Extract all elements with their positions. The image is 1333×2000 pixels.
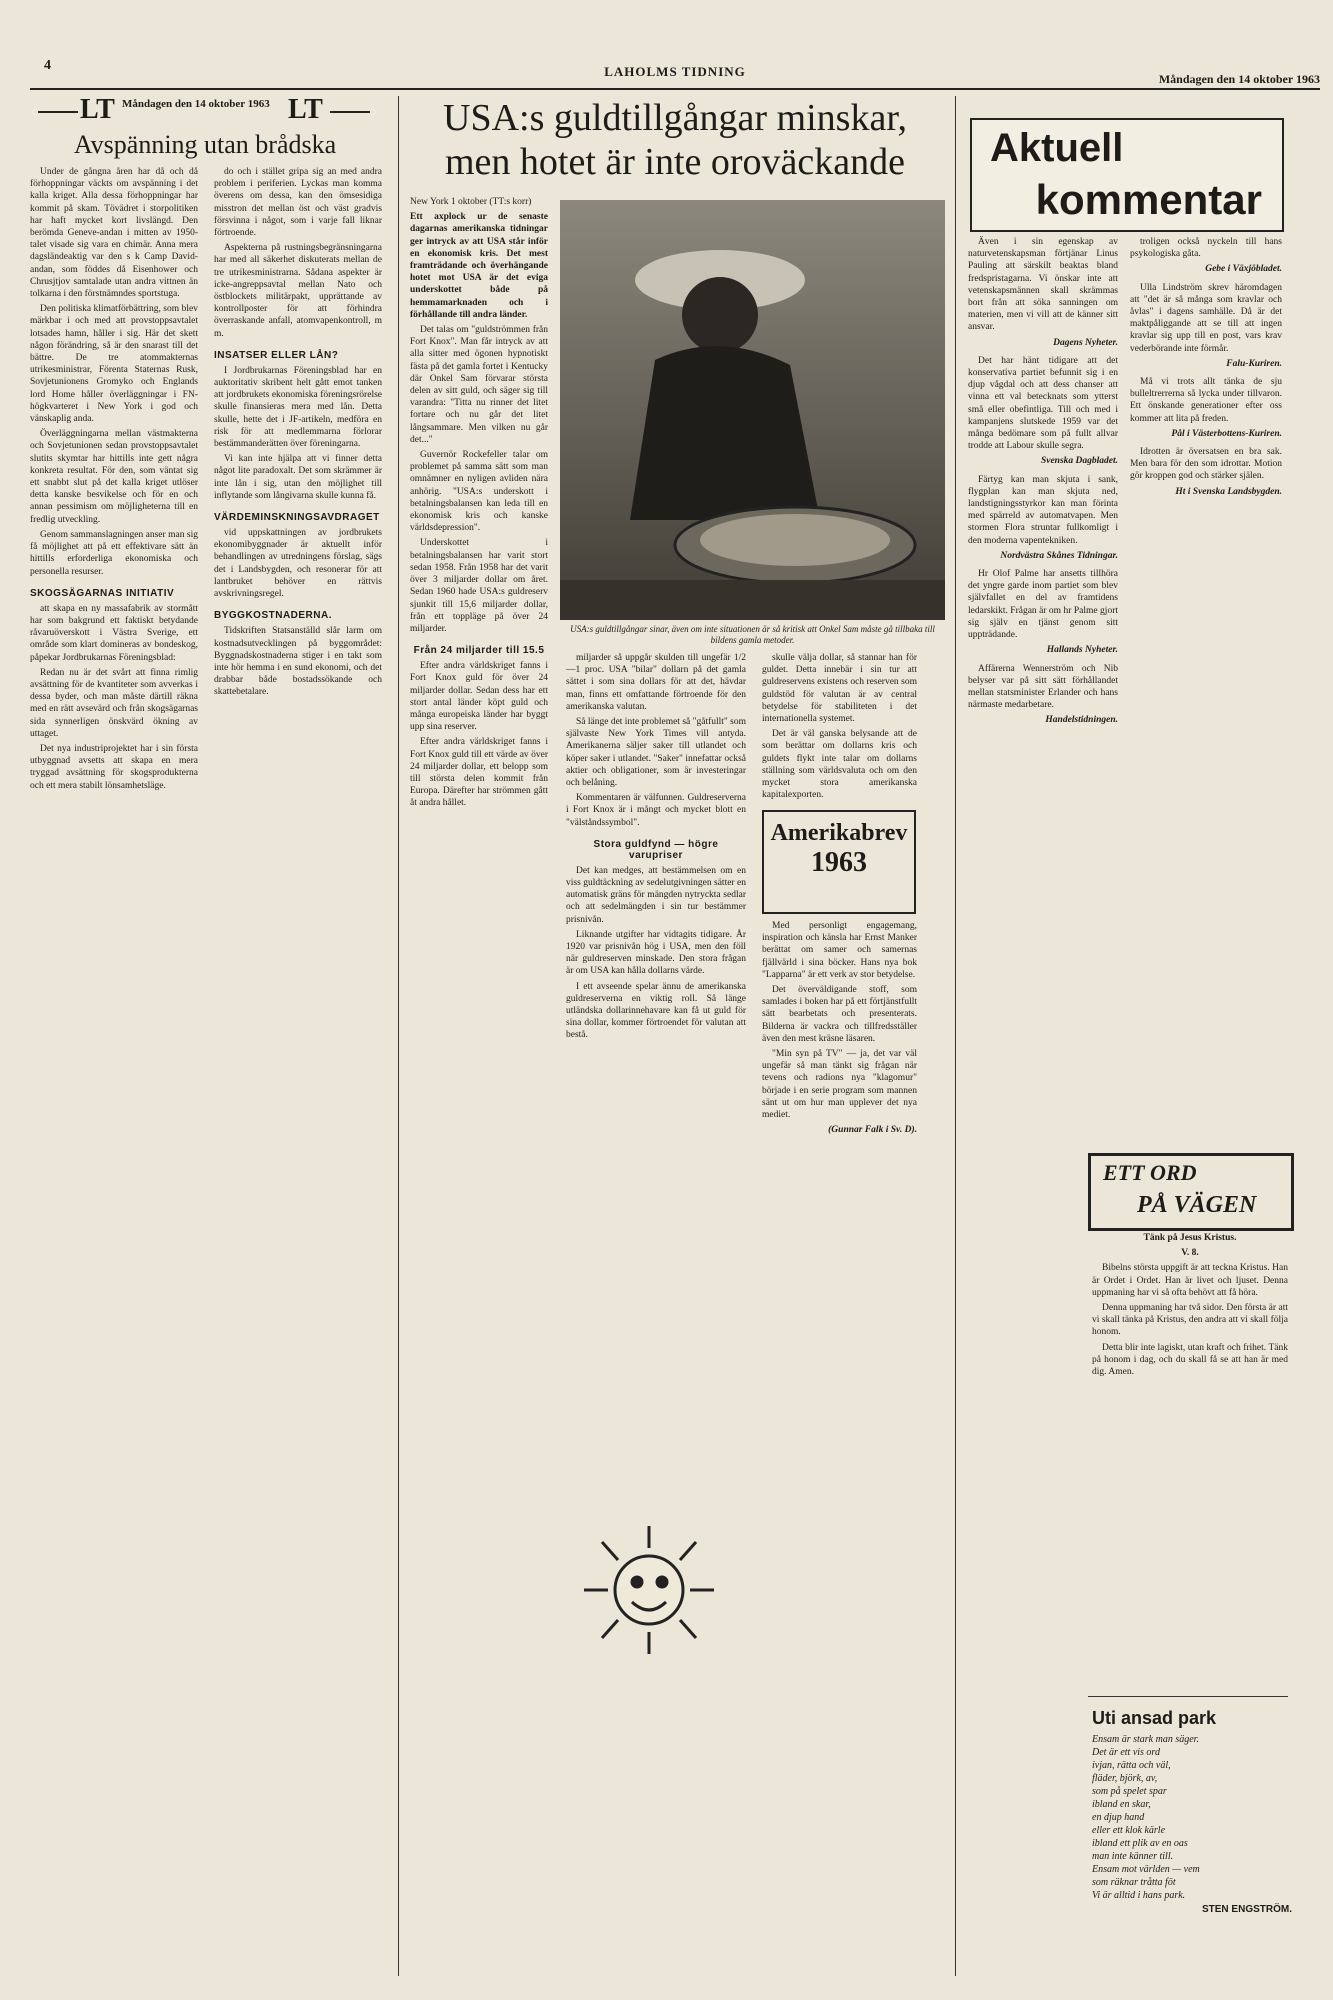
- paragraph: "Min syn på TV" — ja, det var väl ungefär så man tänkt sig frågan när tevens och radions nya "klagomur" började i en serie program som mannen sänt ut om hur man upplever det nya mediet.: [762, 1049, 917, 1121]
- poem-line: Vi är alltid i hans park.: [1092, 1890, 1186, 1901]
- paragraph: Med personligt engagemang, inspiration och känsla har Ernst Manker berättat om samer och samernas fjällvärld i sina böcker. Hans nya bok "Lapparna" är ett verk av stor betydelse.: [762, 921, 917, 980]
- poem-title: Uti ansad park: [1092, 1708, 1217, 1728]
- poem-line: man inte känner till.: [1092, 1851, 1174, 1862]
- editorial-column-2: [214, 166, 382, 702]
- ett-ord-title-line1: ETT ORD: [1103, 1160, 1197, 1185]
- paragraph: Denna uppmaning har två sidor. Den första är att vi skall tänka på Kristus, den andra att vi skall följa honom.: [1092, 1303, 1288, 1338]
- amerikabrev-title: Amerikabrev: [770, 820, 908, 846]
- poem-line: ivjan, rätta och väl,: [1092, 1760, 1171, 1771]
- divider: [38, 111, 78, 113]
- subheading: Från 24 miljarder till 15.5: [413, 645, 545, 657]
- kommentar-title-line1: Aktuell: [990, 126, 1124, 170]
- section-heading: VÄRDEMINSKNINGSAVDRAGET: [214, 512, 380, 524]
- poem-line: eller ett klok kärle: [1092, 1825, 1166, 1836]
- paragraph: Under de gångna åren har då och då förhoppningar väckts om avspänning i det kalla kriget. Alla dessa förhoppningar har kommit på skam. Tövädret i storpolitiken har haft mycket kort livslängd. Den berömda Geneve-andan i mitten av 1950-talet visade sig vara en chimär. Anna mera dagsländeaktig var den s k Camp David-andan, som föddes då Eisenhower och Chrusjtjov samtalade utan andra vittnen än tolkarna i den förstnämndes sportstuga.: [30, 167, 198, 300]
- paragraph: Även i sin egenskap av naturvetenskapsman förtjänar Linus Pauling att särskilt beaktas bland fredspristagarna. Vi önskar inte att vetenskapsmännen skall skrämmas bort från att söka sanningen om materien, men vi vill att de känner sitt ansvar.: [968, 237, 1118, 333]
- center-column-1: [566, 652, 746, 1045]
- poem-byline: STEN ENGSTRÖM.: [1201, 1904, 1292, 1915]
- paragraph: Kommentaren är välfunnen. Guldreserverna i Fort Knox är i mångt och mycket blott en "välståndssymbol".: [566, 793, 746, 828]
- paragraph: Bibelns största uppgift är att teckna Kristus. Han är Ordet i Ordet. Han är livet och ljuset. Denna uppmaning har vi så ofta behövt att få höra.: [1092, 1263, 1288, 1298]
- paragraph: Färtyg kan man skjuta i sank, flygplan kan man skjuta ned, landstigningsstyrkor kan man förinta med spärreld av automatvapen. Men stormen Flora struntar fullkomligt i den moderna vapentekniken.: [968, 474, 1118, 546]
- kommentar-title-line2: kommentar: [1035, 176, 1262, 223]
- paragraph: vid uppskattningen av jordbrukets ekonomibyggnader är aktuellt inför behandlingen av utredningens förslag, sägs det i Landsbygden, och resonerar för att lantbruket behöver en rättvis avskrivningsregel.: [214, 528, 382, 600]
- article-lead: Ett axplock ur de senaste dagarnas amerikanska tidningar ger intryck av att USA står inför en ekonomisk kris. Det mest framträdande och överhängande hotet mot USA är det eviga underskottet både på hemmamarknaden och i förhållande till andra länder.: [410, 212, 548, 320]
- poem-line: som på spelet spar: [1092, 1786, 1167, 1797]
- source-signature: Pål i Västerbottens-Kuriren.: [1171, 428, 1282, 439]
- gold-panning-photo: [560, 200, 945, 620]
- paragraph: Den politiska klimatförbättring, som blev märkbar i och med att provstoppsavtalet lotsades hamn, håller i sig. Här det skett någon förändring, så är den snarast till det bättre. De tre atommakternas utrikesministrar, Förenta Staternas Rusk, Sovjetunionens Gromyko och Englands lord Home håller överläggningar i FN-högkvarteret i New York i god och vänskaplig anda.: [30, 304, 198, 425]
- masthead: [30, 58, 1320, 88]
- paragraph: Redan nu är det svårt att finna rimlig avsättning för de kvantiteter som avverkas i dessa byder, och man måste därtill räkna med en rätt avsevärd och från skogsägarnas sida synnerligen önskvärd ökning av uttaget.: [30, 667, 198, 739]
- source-signature: Gebe i Växjöbladet.: [1205, 264, 1282, 275]
- headline-line: men hotet är inte oroväckande: [444, 141, 906, 183]
- paragraph: I Jordbrukarnas Föreningsblad har en auktoritativ skribent helt gått emot tanken att jordbrukets ekonomiska föreningsrörelse skulle finansieras mera med lån. Detta skulle, hette det i JF-artikeln, medföra en risk för att medlemmarna förlorar bestämmanderätten över föreningarna.: [214, 365, 382, 450]
- ett-ord-reference: V. 8.: [1181, 1248, 1199, 1259]
- paragraph: Idrotten är översatsen en bra sak. Men bara för den som idrottar. Motion gör kroppen god och stärker själen.: [1130, 447, 1282, 482]
- source-signature: Svenska Dagbladet.: [1040, 456, 1118, 467]
- paragraph: miljarder så uppgår skulden till ungefär 1/2—1 proc. USA "bilar" dollarn på det gamla sättet i som sina dollars för att det, hävdar man, finns ett omfattande förtroende för den amerikanska valutan.: [566, 653, 746, 712]
- paragraph: Så länge det inte problemet så "gåtfullt" som självaste New York Times vill antyda. Amerikanerna säljer saker till utlandet och köper saker i utlandet. "Saker" innefattar också aktier och obligationer, som är investeringar och belåning.: [566, 717, 747, 789]
- paragraph: Det är väl ganska belysande att de som berättar om dollarns kris och guldets flykt inte talar om dollarns ställning som världsvaluta och om den mycket stora amerikanska kapitalexporten.: [762, 729, 917, 801]
- issue-date: Måndagen den 14 oktober 1963: [1158, 72, 1320, 86]
- aktuell-kommentar-box: [970, 118, 1284, 232]
- paragraph: do och i stället gripa sig an med andra problem i periferien. Lyckas man komma överens om dessa, kan den ömsesidiga misstron det mellan öst och väst gradvis försvinna i något, som i varje fall liknar förtroende.: [214, 167, 382, 239]
- paragraph: Det har hänt tidigare att det konservativa partiet befunnit sig i en djup vågdal och att dess chanser att vinna ett val betecknats som ytterst små eller obefintliga. Till och med i kampanjens slutskede 1959 var det många bedömare som på fullt allvar trodde att Labour skulle segra.: [968, 355, 1118, 452]
- paragraph: Det nya industriprojektet har i sin första utbyggnad avsetts att skapa en mera tryggad avsättning för skogsprodukterna och ett mera stabilt lönsamhetsläge.: [30, 743, 198, 791]
- paragraph: Tidskriften Statsanställd slår larm om kostnadsutvecklingen på byggområdet: Byggnadskostnaderna stiger i en takt som inte hör hemma i en sund ekonomi, och det drabbar både bostadssökande och skattebetalare.: [214, 626, 382, 698]
- poem-line: som räknar tråtta föt: [1092, 1877, 1176, 1888]
- headline-line: USA:s guldtillgångar minskar,: [443, 97, 907, 139]
- section-heading: INSATSER ELLER LÅN?: [214, 349, 339, 361]
- paper-name: LAHOLMS TIDNING: [604, 64, 746, 79]
- editorial-date: Måndagen den 14 oktober 1963: [122, 98, 270, 110]
- divider: [330, 111, 370, 113]
- ett-ord-column: [1092, 1232, 1288, 1381]
- source-signature: Falu-Kuriren.: [1226, 358, 1282, 369]
- editorial-column-1: [30, 166, 198, 795]
- column-divider: [955, 96, 956, 1976]
- source-signature: Ht i Svenska Landsbygden.: [1175, 486, 1282, 497]
- paragraph: Liknande utgifter har vidtagits tidigare. År 1920 var prisnivån hög i USA, men den föll när guldreserven minskade. Den stora frågan är om USA kan hålla dollarns värde.: [566, 929, 746, 977]
- paragraph: Genom sammanslagningen anser man sig få möjlighet att på ett effektivare sätt än hittills erforderliga ekonomiska och personella resurser.: [30, 529, 198, 577]
- main-headline: [410, 96, 940, 184]
- source-signature: Hallands Nyheter.: [1046, 645, 1118, 656]
- paragraph: Hr Olof Palme har ansetts tillhöra det yngre garde inom partiet som blev självfallet en del av framtidens ledarskikt. Frågan är om hr Palme gjort sig själv en tjänst genom sitt uppträdande.: [968, 569, 1118, 641]
- source-signature: Handelstidningen.: [1045, 715, 1118, 726]
- poem-line: Det är ett vis ord: [1092, 1747, 1160, 1758]
- paragraph: Det talas om "guldströmmen från Fort Knox". Man får intryck av att alla sitter med ögonen hypnotiskt fästa på det gamla fortet i Kentucky där Onkel Sam förvarar största delen av sitt guld, och säger sig till varandra: "Titta nu rinner det litet fortare och nu går det litet långsammare. Men vilken nu går det...": [410, 325, 548, 445]
- paragraph: troligen också nyckeln till hans psykologiska gåta.: [1130, 237, 1282, 260]
- ett-ord-title-line2: PÅ VÄGEN: [1137, 1192, 1257, 1218]
- paragraph: Affärerna Wennerström och Nib belyser var på sitt sätt förhållandet mellan statsminister Erlander och hans närmaste medarbetare.: [968, 663, 1118, 711]
- paragraph: Det överväldigande stoff, som samlades i boken har på ett förtjänstfullt sätt bearbetats och presenterats. Bilderna är vackra och tillfredsställer även den mest kräsne läsaren.: [762, 985, 917, 1044]
- main-article-column: [410, 196, 548, 813]
- subheading: Stora guldfynd — högre varupriser: [593, 838, 719, 861]
- lt-mark-right: LT: [288, 94, 323, 125]
- editorial-headline: Avspänning utan brådska: [73, 130, 337, 159]
- ett-ord-subtitle: Tänk på Jesus Kristus.: [1143, 1233, 1237, 1243]
- poem-line: ibland en skar,: [1092, 1799, 1151, 1810]
- source-signature: Dagens Nyheter.: [1053, 337, 1118, 348]
- paragraph: skulle välja dollar, så stannar han för guldet. Detta innebär i sin tur att guldreservens existens och reserven som guldstöd för valutan är av central betydelse för stabiliteten i det internationella systemet.: [762, 653, 917, 725]
- paragraph: Underskottet i betalningsbalansen har varit stort sedan 1958. Från 1958 har det varit över 3 miljarder dollar om året. Sedan 1960 hade USA:s guldreserv sjunkit till 15,6 miljarder dollar, från ett toppläge på över 24 miljarder.: [410, 538, 548, 634]
- amerikabrev-year: 1963: [811, 847, 867, 878]
- photo-caption: USA:s guldtillgångar sinar, även om inte situationen är så kritisk att Onkel Sam måste gå tillbaka till bildens gamla metoder.: [570, 624, 935, 645]
- poem-line: Ensam mot världen — vem: [1092, 1864, 1200, 1875]
- kommentar-column-2: [1130, 236, 1282, 504]
- paragraph: Ulla Lindström skrev häromdagen att "det är så många som kravlar och åvlas" i dagens samhälle. Då är det maktpåliggande att se till att ingen kravlar sig upp till en post, vars krav vederbörande inte förmår.: [1130, 282, 1282, 354]
- amerikabrev-column: [762, 920, 917, 1142]
- section-divider: [1088, 1696, 1288, 1697]
- paragraph: Må vi trots allt tänka de sju bulleltrerrerna så lycka under tillvaron. Ett önskande generationer efter oss kommer att lita på freden.: [1130, 377, 1282, 424]
- uti-ansad-park-poem: [1092, 1708, 1292, 1915]
- section-heading: BYGGKOSTNADERNA.: [214, 610, 333, 622]
- source-signature: Nordvästra Skånes Tidningar.: [1000, 550, 1118, 561]
- poem-line: fläder, björk, av,: [1092, 1773, 1158, 1784]
- amerikabrev-box: [762, 810, 916, 914]
- amerikabrev-signature: (Gunnar Falk i Sv. D).: [828, 1125, 917, 1136]
- page-number: 4: [44, 58, 51, 73]
- paragraph: I ett avseende spelar ännu de amerikanska guldreserverna en viktig roll. Så länge utländska dollarinnehavare kan få ut guld för sina dollar, kommer förtroendet för valutan att bestå.: [566, 981, 746, 1041]
- paragraph: Efter andra världskriget fanns i Fort Knox guld till ett värde av över 24 miljarder dollar, ett belopp som till största delen kommit från Europa. Därefter har strömmen gått åt andra hållet.: [410, 737, 548, 809]
- paragraph: Det kan medges, att bestämmelsen om en viss guldtäckning av sedelutgivningen sätter en automatisk gräns för mängden nytryckta sedlar och att sedelmängden i sin tur bestämmer prisnivån.: [566, 865, 746, 925]
- kommentar-column-1: [968, 236, 1118, 733]
- poem-line: en djup hand: [1092, 1812, 1145, 1823]
- top-rule: [30, 88, 1320, 90]
- ett-ord-box: [1088, 1153, 1294, 1231]
- paragraph: Aspekterna på rustningsbegränsningarna har med all säkerhet diskuterats mellan de tre utrikesministrarna. Sådana aspekter är icke-angreppsavtal mellan Nato och östblockets militärpakt, upprättande av kontrollposter för att förhindra överraskande anfall, atomvapenkontroll, m m.: [214, 243, 382, 339]
- section-heading: SKOGSÄGARNAS INITIATIV: [30, 587, 175, 599]
- paragraph: Detta blir inte lagiskt, utan kraft och frihet. Tänk på honom i dag, och du skall få se att han är med dig. Amen.: [1092, 1342, 1288, 1378]
- paragraph: att skapa en ny massafabrik av stormått har som bakgrund ett faktiskt betydande råvaruöverskott i Västra Sverige, ett område som klart domineras av bondeskog, påpekar Jordbrukarnas Föreningsblad:: [30, 603, 198, 663]
- poem-line: ibland ett plik av en oas: [1092, 1838, 1188, 1849]
- center-column-2: [762, 652, 917, 804]
- lt-mark-left: LT: [80, 94, 115, 125]
- column-divider: [398, 96, 399, 1976]
- paragraph: Efter andra världskriget fanns i Fort Knox guld för över 24 miljarder dollar. Sedan dess har ett stort antal länder köpt guld och många europeiska länder har byggt upp sina reserver.: [410, 661, 548, 733]
- dateline: New York 1 oktober (TT:s korr): [410, 197, 532, 207]
- paragraph: Guvernör Rockefeller talar om problemet på samma sätt som man omnämner en nyligen avliden nära anhörig. "USA:s underskott i betalningsbalansen kan leda till en ekonomisk kris och kanske världsdepression".: [410, 450, 548, 534]
- paragraph: Överläggningarna mellan västmakterna och Sovjetunionen sedan provstoppsavtalet slutits skymtar har hittills inte gett några konkreta resultat. För den, som väntat sig ett snabbt slut på det kalla kriget utlöser detta kanske besvikelse och för en och annan pessimism om möjligheterna till en fredlig utveckling.: [30, 429, 198, 525]
- paragraph: Vi kan inte hjälpa att vi finner detta något lite paradoxalt. Det som skrämmer är inte lån i sig, utan den möjlighet till inflytande som långivarna skulle kunna få.: [214, 454, 382, 501]
- sun-illustration: [574, 1518, 724, 1658]
- poem-line: Ensam är stark man säger.: [1092, 1734, 1199, 1745]
- lt-editorial-bar: [30, 94, 380, 128]
